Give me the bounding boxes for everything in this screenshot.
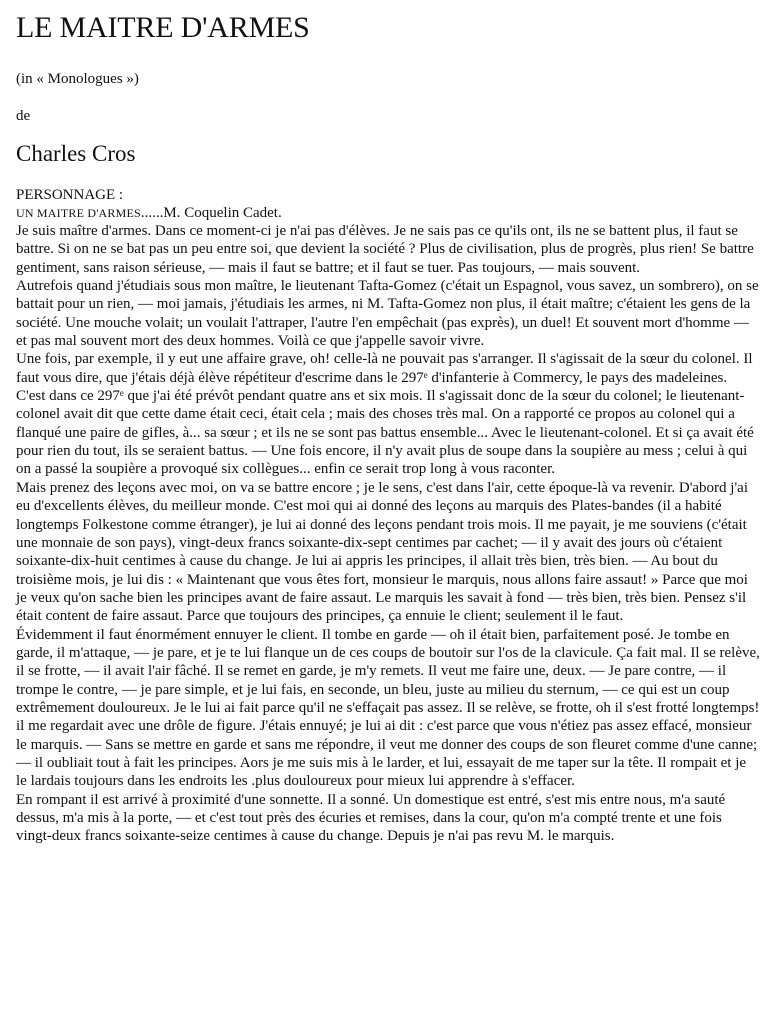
cast-heading: PERSONNAGE : — [16, 187, 124, 203]
by-line: de — [16, 108, 31, 124]
monologue-text — [16, 222, 760, 846]
author-name: Charles Cros — [16, 141, 136, 166]
paragraph-5: Évidemment il faut énormément ennuyer le client. Il tombe en garde — oh il était bien, parfaitement posé. Je tombe en garde, il m'attaque, — je pare, et je te lui flanque un de ces coups de boutoir sur l'os de la clavicule. Ça fait mal. Il se relève, il se frotte, — il avait l'air fâché. Il se remet en garde, je m'y remets. Il veut me faire une, deux. — Je pare contre, — il trompe le contre, — je pare simple, et je lui fais, en seconde, un bleu, juste au milieu du sternum, — ce qui est un coup extrêmement douloureux. Je le lui ai fait parce qu'il ne s'effaçait pas assez. Il se relève, se frotte, oh il s'est frotté longtemps! il me regardait avec une drôle de figure. J'étais ennuyé; je lui ai dit : c'est parce que vous n'étiez pas assez effacé, monsieur le marquis. — Sans se mettre en garde et sans me répondre, il veut me donner des coups de son fleuret comme d'une canne; — il oubliait tout à fait les principes. Aors je me suis mis à le larder, et lui, essayait de me taper sur la tête. Il rompait et je le lardais toujours dans les endroits les .plus douloureux pour mieux lui apprendre à s'effacer. — [16, 626, 760, 790]
document-subtitle: (in « Monologues ») — [16, 71, 139, 87]
paragraph-2: Autrefois quand j'étudiais sous mon maître, le lieutenant Tafta-Gomez (c'était un Espagnol, vous savez, un sombrero), on se battait pour un rien, — moi jamais, j'étudiais les armes, ni M. Tafta-Gomez non plus, il était maître; c'étaient les gens de la société. Une mouche volait; un voulait l'attraper, l'autre l'en empêchait (pas exprès), un duel! Et souvent mort d'homme — et pas mal souvent mort des deux hommes. Voilà ce que j'appelle savoir vivre. — [16, 278, 759, 350]
paragraph-1: Je suis maître d'armes. Dans ce moment-ci je n'ai pas d'élèves. Je ne sais pas ce qu'ils ont, ils ne se battent plus, il faut se battre. Si on ne se bat pas un peu entre soi, que devient la société ? Plus de civilisation, plus de progrès, plus rien! Se battre gentiment, sans raison sérieuse, — mais il faut se battre; et il faut se tuer. Pas toujours, — mais souvent. — [16, 223, 754, 276]
document-title: LE MAITRE D'ARMES — [16, 11, 310, 44]
paragraph-4: Mais prenez des leçons avec moi, on va se battre encore ; je le sens, c'est dans l'air, cette époque-là va revenir. D'abord j'ai eu d'excellents élèves, du meilleur monde. C'est moi qui ai donné des leçons au marquis des Plates-bandes (il a habité longtemps Folkestone comme étranger), je lui ai donné des leçons pendant trois mois. Il me payait, je me souviens (c'était une monnaie de son pays), vingt-deux francs soixante-dix-sept centimes par cachet; — il y avait des jours où c'étaient soixante-dix-huit centimes à cause du change. Je lui ai appris les principes, il allait très bien, très bien. — Au bout du troisième mois, je lui dis : « Maintenant que vous êtes fort, monsieur le marquis, nous allons faire assaut! » Parce que moi je veux qu'on sache bien les principes avant de faire assaut. Le marquis les savait à fond — très bien, très bien. Pensez s'il était content de faire assaut. Parce que toujours des principes, ça ennuie le client; seulement il le faut. — [16, 479, 748, 625]
cast-role — [16, 204, 760, 222]
paragraph-3: Une fois, par exemple, il y eut une affaire grave, oh! celle-là ne pouvait pas s'arranger. Il s'agissait de la sœur du colonel. Il faut vous dire, que j'étais déjà élève répétiteur d'escrime dans le 297ᵉ d'infanterie à Commercy, le pays des madeleines. C'est dans ce 297ᵉ que j'ai été prévôt pendant quatre ans et six mois. Il s'agissait donc de la sœur du colonel; le lieutenant-colonel avait dit que cette dame était ceci, était cela ; mais des choses très mal. On a rapporté ce propos au colonel qui a flanqué une paire de gifles, à... sa sœur ; et ils ne se sont pas battus ensemble... Avec le lieutenant-colonel. Et si ça avait été pour rien du tout, ils se seraient battus. — Une fois encore, il n'y avait plus de soupe dans la soupière au mess ; celui à qui on a passé la soupière a provoqué six collègues... enfin ce serait trop long à vous raconter. — [16, 351, 754, 478]
document-page — [16, 8, 760, 846]
role-actor: ......M. Coquelin Cadet. — [140, 205, 282, 221]
role-name: UN MAITRE D'ARMES — [16, 206, 141, 220]
paragraph-6: En rompant il est arrivé à proximité d'une sonnette. Il a sonné. Un domestique est entré, s'est mis entre nous, m'a sauté dessus, m'a mis à la porte, — et c'est tout près des écuries et remises, dans la cour, qu'on m'a compté trente et une fois vingt-deux francs soixante-seize centimes à cause du change. Depuis je n'ai pas revu M. le marquis. — [16, 791, 726, 845]
